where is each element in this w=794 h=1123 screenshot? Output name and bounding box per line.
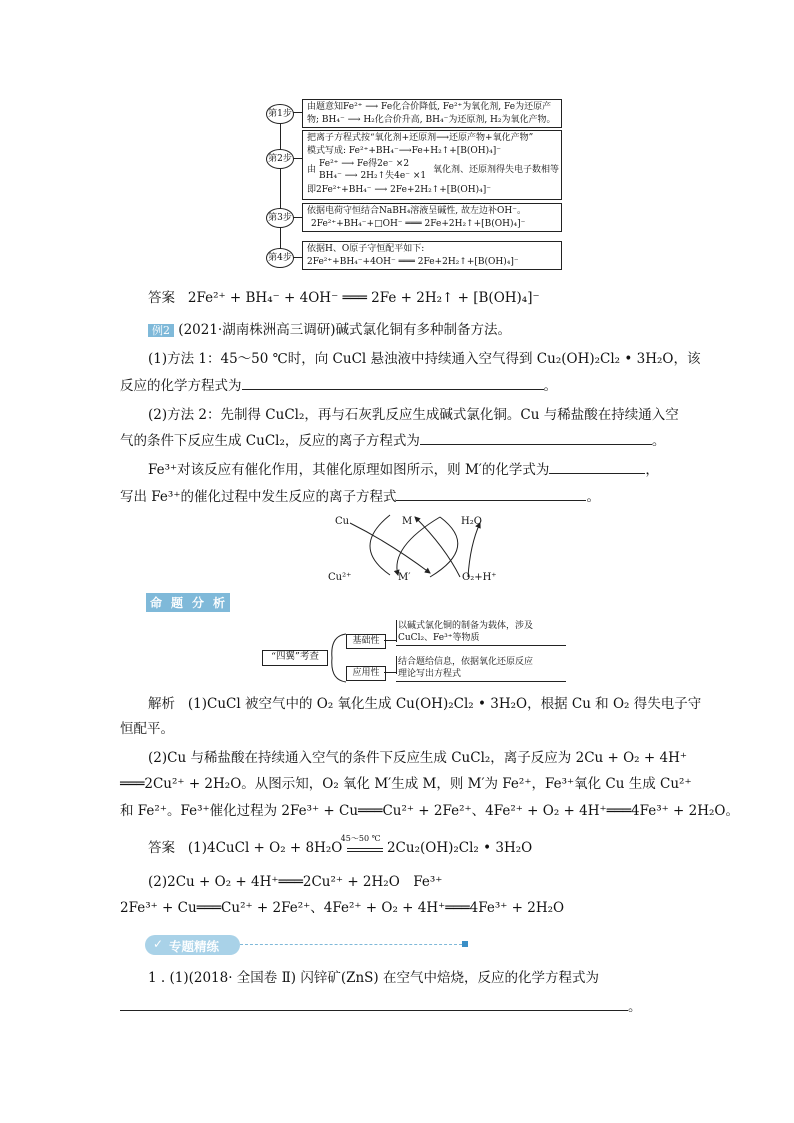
solution-text-1: (1)CuCl 被空气中的 O₂ 氧化生成 Cu(OH)₂Cl₂ • 3H₂O，根据 Cu 和 O₂ 得失电子守 bbox=[187, 696, 702, 712]
step-1-text-1: 由题意知Fe²⁺ ⟶ Fe化合价降低, Fe²⁺为氧化剂, Fe为还原产 bbox=[307, 102, 552, 112]
flow-arrow bbox=[293, 217, 302, 218]
practice-q1-line-2 bbox=[120, 996, 642, 1017]
answer-1 bbox=[148, 288, 540, 308]
practice-q1-answer-blank[interactable] bbox=[120, 996, 628, 1011]
example-intro-line bbox=[148, 320, 511, 340]
practice-q1-period: 。 bbox=[628, 999, 642, 1015]
step-3-text-1: 依据电荷守恒结合NaBH₄溶液呈碱性, 故左边补OH⁻。 bbox=[307, 206, 527, 216]
branch-connector bbox=[396, 620, 397, 642]
practice-banner bbox=[145, 935, 240, 955]
step-4-text-1: 依据H、O原子守恒配平如下: bbox=[307, 244, 425, 254]
arrow-o2-to-h2o bbox=[468, 523, 480, 577]
q3-answer-blank-2[interactable] bbox=[396, 486, 586, 501]
q1-period: 。 bbox=[543, 378, 557, 394]
analysis-tag-char: 命 bbox=[146, 593, 167, 612]
arrow-mprime-to-m bbox=[415, 517, 460, 577]
branch-underline bbox=[396, 645, 566, 646]
branch-connector bbox=[384, 672, 396, 673]
step-2-text-1: 把离子方程式按“氧化剂+还原剂⟶还原产物+氧化产物” bbox=[307, 133, 534, 143]
branch-underline bbox=[396, 681, 566, 682]
cycle-o2h: O₂+H⁺ bbox=[462, 572, 497, 583]
flow-arrow bbox=[293, 158, 302, 159]
solution-line-1 bbox=[148, 694, 701, 714]
step-2-text-5: 氧化剂、还原剂得失电子数相等 bbox=[433, 165, 560, 175]
answer-2-line-2: (2)2Cu + O₂ + 4H⁺═══2Cu²⁺ + 2H₂O Fe³⁺ bbox=[148, 874, 443, 890]
answer-label: 答案 bbox=[148, 290, 175, 306]
answer-2-condition-text: 45～50 ℃ bbox=[340, 834, 381, 843]
step-2-you: 由 bbox=[307, 165, 317, 175]
step-3-label: 第3步 bbox=[266, 208, 294, 228]
analysis-tag-char: 题 bbox=[167, 593, 188, 612]
answer-2-condition bbox=[340, 834, 383, 852]
arc-left bbox=[370, 515, 390, 575]
step-2-text-2: 模式写成: Fe²⁺+BH₄⁻⟶Fe+H₂↑+[B(OH)₄]⁻ bbox=[307, 146, 501, 156]
q2-period: 。 bbox=[651, 433, 666, 449]
step-1-text-2: 物; BH₄⁻ ⟶ H₂化合价升高, BH₄⁻为还原剂, H₂为氧化产物。 bbox=[307, 115, 556, 125]
analysis-branch-2-text: 应用性 bbox=[352, 668, 380, 678]
q3-line-2 bbox=[120, 486, 600, 507]
practice-banner-end bbox=[462, 941, 468, 947]
q2-line-2 bbox=[120, 430, 665, 451]
step-3-box bbox=[302, 203, 562, 232]
cycle-m: M bbox=[402, 516, 413, 527]
flow-arrow bbox=[293, 257, 302, 258]
q3-prompt-2: 写出 Fe³⁺的催化过程中发生反应的离子方程式 bbox=[120, 489, 397, 505]
step-2-label: 第2步 bbox=[266, 149, 294, 169]
q2-line-1: (2)方法 2：先制得 CuCl₂，再与石灰乳反应生成碱式氯化铜。Cu 与稀盐酸在持续通入空 bbox=[148, 407, 679, 423]
analysis-branch-1-desc-1: 以碱式氯化铜的制备为载体，涉及 bbox=[398, 621, 534, 631]
step-4-label: 第4步 bbox=[266, 248, 294, 268]
example-intro: (2021·湖南株洲高三调研)碱式氯化铜有多种制备方法。 bbox=[178, 322, 511, 338]
q3-comma: ， bbox=[645, 462, 659, 478]
solution-line-3: (2)Cu 与稀盐酸在持续通入空气的条件下反应生成 CuCl₂，离子反应为 2Cu + O₂ + 4H⁺ bbox=[148, 750, 687, 766]
cycle-cu: Cu bbox=[335, 516, 350, 527]
arrow-cu-to-cu2 bbox=[350, 523, 430, 573]
step-1-label: 第1步 bbox=[266, 104, 294, 124]
analysis-branch-1-desc-2: CuCl₂、Fe³⁺等物质 bbox=[398, 633, 480, 643]
analysis-branch-2-desc-1: 结合题给信息，依据氧化还原反应 bbox=[398, 657, 534, 667]
step-2-box bbox=[302, 130, 562, 200]
q1-answer-blank[interactable] bbox=[242, 375, 544, 390]
step-2-text-4: BH₄⁻ ⟶ 2H₂↑失4e⁻ ×1 bbox=[319, 171, 427, 181]
answer-2-line-3: 2Fe³⁺ + Cu═══Cu²⁺ + 2Fe²⁺、4Fe²⁺ + O₂ + 4H⁺═══4Fe³⁺ + 2H₂O bbox=[120, 900, 565, 916]
flow-arrow bbox=[293, 112, 302, 113]
solution-line-2: 恒配平。 bbox=[120, 721, 174, 737]
analysis-branch-2-desc-2: 理论写出方程式 bbox=[398, 669, 462, 679]
analysis-branch-2 bbox=[346, 666, 386, 681]
branch-connector bbox=[384, 640, 396, 641]
analysis-branch-1 bbox=[346, 634, 386, 649]
q3-prompt-1: Fe³⁺对该反应有催化作用，其催化原理如图所示，则 M′的化学式为 bbox=[148, 462, 550, 478]
check-icon: ✓ bbox=[153, 937, 164, 951]
analysis-tag-char: 分 bbox=[188, 593, 209, 612]
practice-banner-text: 专题精练 bbox=[169, 939, 220, 954]
q3-period: 。 bbox=[586, 489, 600, 505]
step-4-text-2: 2Fe²⁺+BH₄⁻+4OH⁻ ═══ 2Fe+2H₂↑+[B(OH)₄]⁻ bbox=[307, 257, 519, 267]
practice-banner-line bbox=[240, 944, 462, 945]
analysis-tag bbox=[146, 592, 230, 612]
step-2-text-3: Fe²⁺ ⟶ Fe得2e⁻ ×2 bbox=[319, 159, 410, 169]
step-4-box bbox=[302, 241, 562, 270]
analysis-tag-char: 析 bbox=[209, 593, 230, 612]
analysis-brace bbox=[326, 632, 348, 684]
analysis-root-text: “四翼”考查 bbox=[271, 651, 319, 662]
q2-answer-blank[interactable] bbox=[420, 430, 652, 445]
analysis-branch-1-text: 基础性 bbox=[352, 636, 380, 646]
step-3-text-2: 2Fe²⁺+BH₄⁻+□OH⁻ ═══ 2Fe+2H₂↑+[B(OH)₄]⁻ bbox=[311, 219, 526, 229]
solution-line-4: ═══2Cu²⁺ + 2H₂O。从图示知，O₂ 氧化 M′生成 M，则 M′为 Fe²⁺，Fe³⁺氧化 Cu 生成 Cu²⁺ bbox=[120, 776, 692, 792]
q1-line-1: (1)方法 1：45～50 ℃时，向 CuCl 悬浊液中持续通入空气得到 Cu₂(OH)₂Cl₂ • 3H₂O，该 bbox=[148, 351, 701, 367]
practice-q1-line-1: 1 . (1)(2018· 全国卷 Ⅱ) 闪锌矿(ZnS) 在空气中焙烧，反应的化学方程式为 bbox=[148, 970, 599, 986]
solution-label: 解析 bbox=[148, 696, 175, 712]
example-tag: 例2 bbox=[148, 324, 174, 337]
branch-connector bbox=[396, 656, 397, 674]
q2-prompt: 气的条件下反应生成 CuCl₂，反应的离子方程式为 bbox=[120, 433, 420, 449]
step-2-text-6: 即2Fe²⁺+BH₄⁻ ⟶ 2Fe+2H₂↑+[B(OH)₄]⁻ bbox=[307, 185, 492, 195]
cycle-cu2: Cu²⁺ bbox=[328, 572, 352, 583]
q3-line-1 bbox=[148, 459, 659, 480]
answer-2-eq-right: 2Cu₂(OH)₂Cl₂ • 3H₂O bbox=[386, 840, 533, 856]
step-1-box bbox=[302, 99, 562, 128]
q1-line-2 bbox=[120, 375, 557, 396]
answer-equation: 2Fe²⁺ + BH₄⁻ + 4OH⁻ ═══ 2Fe + 2H₂↑ + [B(OH)₄]⁻ bbox=[187, 290, 540, 306]
cycle-h2o: H₂O bbox=[461, 516, 482, 527]
answer-2-label: 答案 bbox=[148, 840, 175, 856]
q3-answer-blank-1[interactable] bbox=[549, 459, 645, 474]
answer-2-eq-left: (1)4CuCl + O₂ + 8H₂O bbox=[187, 840, 343, 856]
cycle-mprime: M′ bbox=[398, 572, 411, 583]
arc-right bbox=[430, 517, 458, 577]
q1-prompt: 反应的化学方程式为 bbox=[120, 378, 242, 394]
solution-line-5: 和 Fe²⁺。Fe³⁺催化过程为 2Fe³⁺ + Cu═══Cu²⁺ + 2Fe²⁺、4Fe²⁺ + O₂ + 4H⁺═══4Fe³⁺ + 2H₂O。 bbox=[120, 803, 740, 819]
analysis-root bbox=[262, 650, 328, 666]
answer-2-line-1 bbox=[148, 834, 533, 858]
flow-connector bbox=[280, 121, 281, 261]
